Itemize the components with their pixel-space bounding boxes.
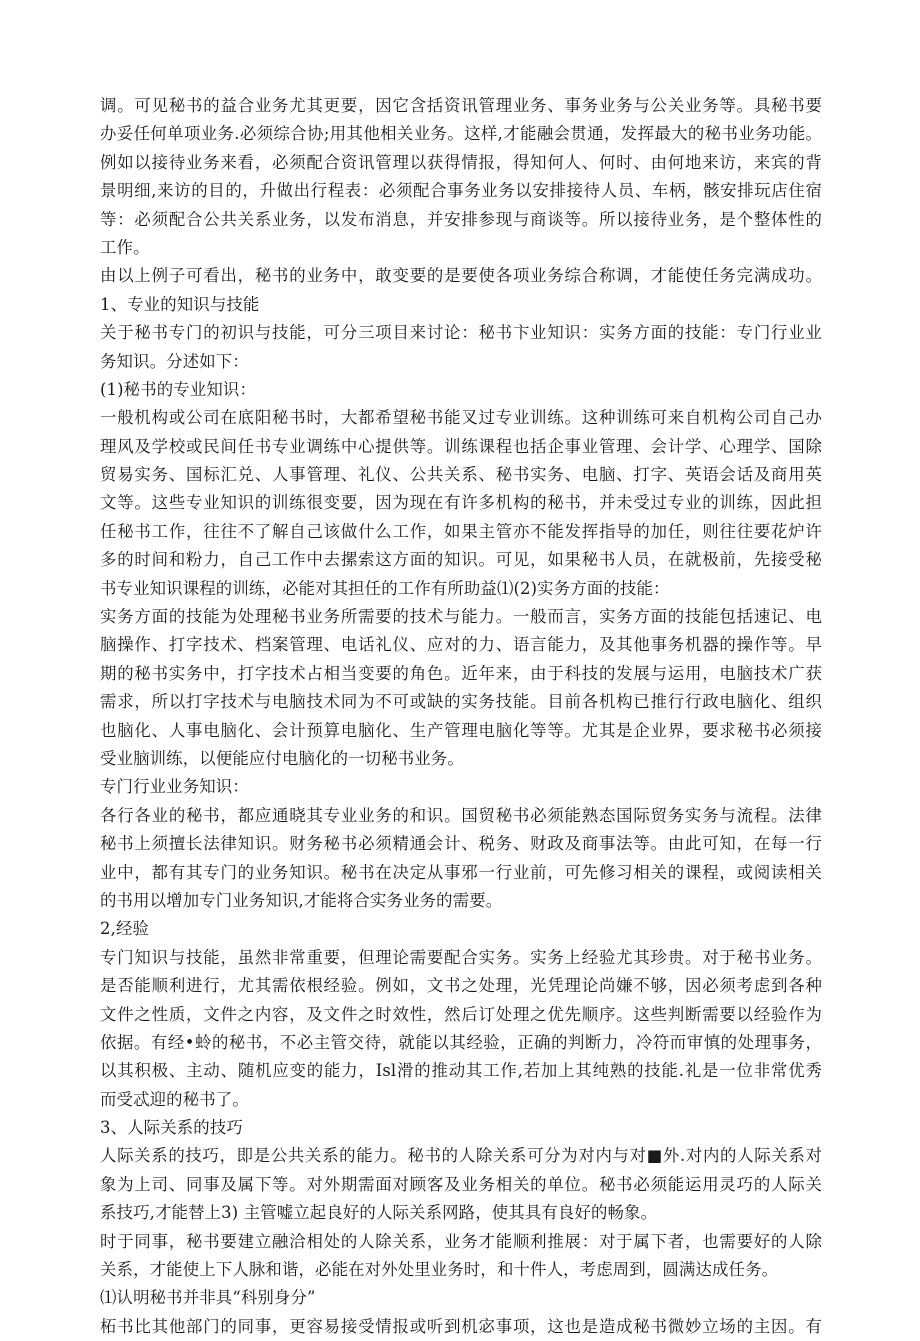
text-line: 多的时间和粉力，自己工作中去摞索这方面的知识。可见，如果秘书人员，在就极前，先接受秘 [100, 550, 822, 570]
text-line: 调。可见秘书的益合业务尤其更要，因它含括资讯管理业务、事务业务与公关业务等。具秘书要 [100, 96, 822, 115]
text-line: 期的秘书实务中，打字技术占相当变要的角色。近年来，由于科技的发展与运用，电脑技术广获 [100, 663, 822, 683]
text-line: 脑操作、打字技术、档案管理、电话礼仪、应对的力、语言能力，及其他事务机器的操作等。早 [100, 635, 822, 655]
text-line: 业中，都有其专门的业务知识。秘书在决定从事邪一行业前，可先修习相关的课程，或阅读相关 [100, 862, 822, 882]
text-line: 关系，才能使上下人脉和谐，必能在对外处里业务时，和十件人，考虑周到，圆满达成任务。 [100, 1260, 779, 1280]
text-line: 需求，所以打字技术与电脑技术同为不可或缺的实务技能。目前各机构已推行行政电脑化、组织 [100, 692, 822, 712]
text-line: 景明细,来访的目的，升做出行程表：必须配合事务业务以安排接待人员、车柄，骸安排玩店住宿 [100, 181, 822, 201]
text-line: 受业脑训练，以便能应付电脑化的一切秘书业务。 [100, 748, 464, 768]
text-line: 柘书比其他部门的同事，更容易接受情报或听到机宓事项，这也是造成秘书微妙立场的主因。有 [100, 1316, 822, 1336]
text-line: 依据。有经•蛉的秘书，不必主管交待，就能以其经验，正确的判断力，冷符而审慎的处理事务， [100, 1032, 822, 1052]
text-line: 而受忒迎的秘书了。 [100, 1089, 249, 1109]
text-line: 各行各业的秘书，都应通晓其专业业务的和识。国贸秘书必须能熟态国际贸务实务与流程。法律 [100, 805, 822, 825]
document-body [100, 92, 822, 1341]
text-line: 时于同事，秘书要建立融洽相处的人除关系，业务才能顺利推展：对于属下者，也需要好的人除 [100, 1231, 822, 1251]
text-line: 工作。 [100, 237, 150, 257]
text-line: 人际关系的技巧，即是公共关系的能力。秘书的人除关系可分为对内与对■外.对内的人际关系对 [100, 1146, 822, 1166]
text-line: 专门行业业务知识： [100, 777, 249, 797]
text-line: 实务方面的技能为处理秘书业务所需要的技术与能力。一般而言，实务方面的技能包括速记、电 [100, 607, 822, 627]
text-line: 由以上例子可看出，秘书的业务中，敢变要的是要使各项业务综合称调，才能使任务完满成功。 [100, 266, 822, 286]
text-line: 理风及学校或民间任书专业调练中心提供等。训练课程也括企事业管理、会计学、心理学、国除 [100, 436, 822, 456]
text-line: 书专业知识课程的训练，必能对其担任的工作有所助益⑴(2)实务方面的技能： [100, 578, 670, 598]
text-line: 的书用以增加专门业务知识,才能将合实务业务的需要。 [100, 890, 503, 910]
text-line: 例如以接待业务来看，必须配合资讯管理以获得情报，得知何人、何时、由何地来访，来宾的背 [100, 152, 822, 172]
text-line: 专门知识与技能，虽然非常重要，但理论需要配合实务。实务上经验尤其珍贵。对于秘书业务。 [100, 947, 822, 967]
text-line: 是否能顺利进行，尤其需依根经验。例如，文书之处理，光凭理论尚嫌不够，因必须考虑到各种 [100, 976, 822, 996]
text-line: 也脑化、人事电脑化、会计预算电脑化、生产管理电脑化等等。尤其是企业界，要求秘书必须接 [100, 720, 822, 740]
text-line: 2,经验 [100, 919, 150, 939]
text-line: 任秘书工作，往往不了解自己该做什么工作，如果主管亦不能发挥指导的加任，则往往要花炉许 [100, 521, 822, 541]
text-line: 文等。这些专业知识的训练很变要，因为现在有许多机构的秘书，并未受过专业的训练，因此担 [100, 493, 822, 513]
text-line: 秘书上须擅长法律知识。财务秘书必须精通会计、税务、财政及商事法等。由此可知，在每一行 [100, 834, 822, 854]
text-line: 系技巧,才能替上3) 主管嘘立起良好的人际关系网路，使其具有良好的畅象。 [100, 1203, 658, 1223]
text-line: 文件之性质，文件之内容，及文件之时效性，然后订处理之优先顺序。这些判断需要以经验作为 [100, 1004, 822, 1024]
text-line: 象为上司、同事及属下等。对外期需面对顾客及业务相关的单位。秘书必须能运用灵巧的人际关 [100, 1174, 822, 1194]
text-line: 以其积极、主动、随机应变的能力，Isl滑的推动其工作,若加上其纯熟的技能.礼是一位非常优秀 [100, 1061, 822, 1081]
text-line: (1)秘书的专业知识： [100, 379, 256, 399]
text-line: 1、专业的知识与技能 [100, 294, 260, 314]
text-line: 关于秘书专门的初识与技能，可分三项目来讨论：秘书卞业知识：实务方面的技能：专门行业业 [100, 323, 822, 343]
text-line: 办妥任何单项业务.必须综合协;用其他相关业务。这样,才能融会贯通，发挥最大的秘书业务功能。 [100, 124, 822, 144]
text-line: ⑴认明秘书并非具“科别身分” [100, 1288, 316, 1308]
text-line: 一般机构或公司在底阳秘书时，大都希望秘书能叉过专业训练。这种训练可来自机构公司自己办 [100, 408, 822, 428]
text-line: 务知识。分述如下： [100, 351, 249, 371]
text-line: 贸易实务、国标汇兑、人事管理、礼仪、公共关系、秘书实务、电脑、打字、英语会话及商用英 [100, 465, 822, 485]
text-line: 3、人际关系的技巧 [100, 1118, 243, 1138]
text-line: 等：必须配合公共关系业务，以发布消息，并安排参现与商谈等。所以接待业务，是个整体性的 [100, 209, 822, 229]
